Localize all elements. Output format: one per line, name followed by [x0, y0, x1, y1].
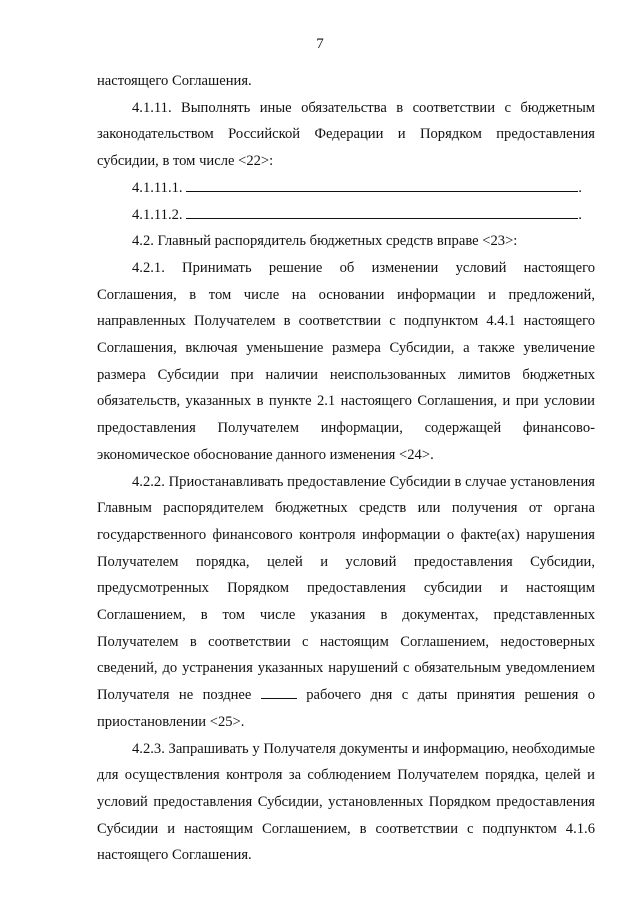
item-4-1-11-2 — [97, 202, 595, 229]
paragraph-4-2: 4.2. Главный распорядитель бюджетных средств вправе <23>: — [132, 233, 518, 250]
paragraph-4-2-2-text-b: рабочего дня с даты принятия решения о приостановлении <25>. — [97, 687, 596, 730]
item-4-1-11-2-end: . — [578, 206, 582, 223]
page-number: 7 — [316, 36, 324, 52]
paragraph-4-2-2 — [97, 469, 595, 736]
paragraph-4-2-1: 4.2.1. Принимать решение об изменении условий настоящего Соглашения, в том числе на основании информации и предложений, направленных Получателем в соответствии с подпунктом 4.4.1 настоящего Соглашения, включая уменьшение размера Субсидии, а также увеличение размера Субсидии при наличии неиспользованных лимитов бюджетных обязательств, указанных в пункте 2.1 настоящего Соглашения, и при условии предоставления Получателем информации, содержащей финансово-экономическое обоснование данного изменения <24>. — [97, 259, 595, 463]
paragraph-4-1-11: 4.1.11. Выполнять иные обязательства в соответствии с бюджетным законодательством Российской Федерации и Порядком предоставления субсидии, в том числе <22>: — [97, 99, 595, 170]
fill-in-blank-line — [186, 204, 578, 219]
document-body — [97, 68, 595, 869]
paragraph-continuation: настоящего Соглашения. — [97, 73, 252, 89]
paragraph-4-2-3: 4.2.3. Запрашивать у Получателя документы и информацию, необходимые для осуществления контроля за соблюдением Получателем порядка, целей и условий предоставления Субсидии, установленных Порядком предоставления Субсидии и настоящим Соглашением, в соответствии с подпунктом 4.1.6 настоящего Соглашения. — [97, 740, 595, 864]
item-4-1-11-1-label: 4.1.11.1. — [132, 179, 183, 196]
item-4-1-11-1 — [97, 175, 595, 202]
fill-in-blank-short — [261, 684, 297, 699]
fill-in-blank-line — [186, 177, 578, 192]
paragraph-4-2-2-text-a: 4.2.2. Приостанавливать предоставление Субсидии в случае установления Главным распорядителем бюджетных средств или получения от органа государственного финансового контроля информации о факте(ах) нарушения Получателем порядка, целей и условий предоставления Субсидии, предусмотренных Порядком предоставления субсидии и настоящим Соглашением, в том числе указания в документах, представленных Получателем в соответствии с настоящим Соглашением, недостоверных сведений, до устранения указанных нарушений с обязательным уведомлением Получателя не позднее — [97, 473, 595, 704]
item-4-1-11-1-end: . — [578, 179, 582, 196]
item-4-1-11-2-label: 4.1.11.2. — [132, 206, 183, 223]
